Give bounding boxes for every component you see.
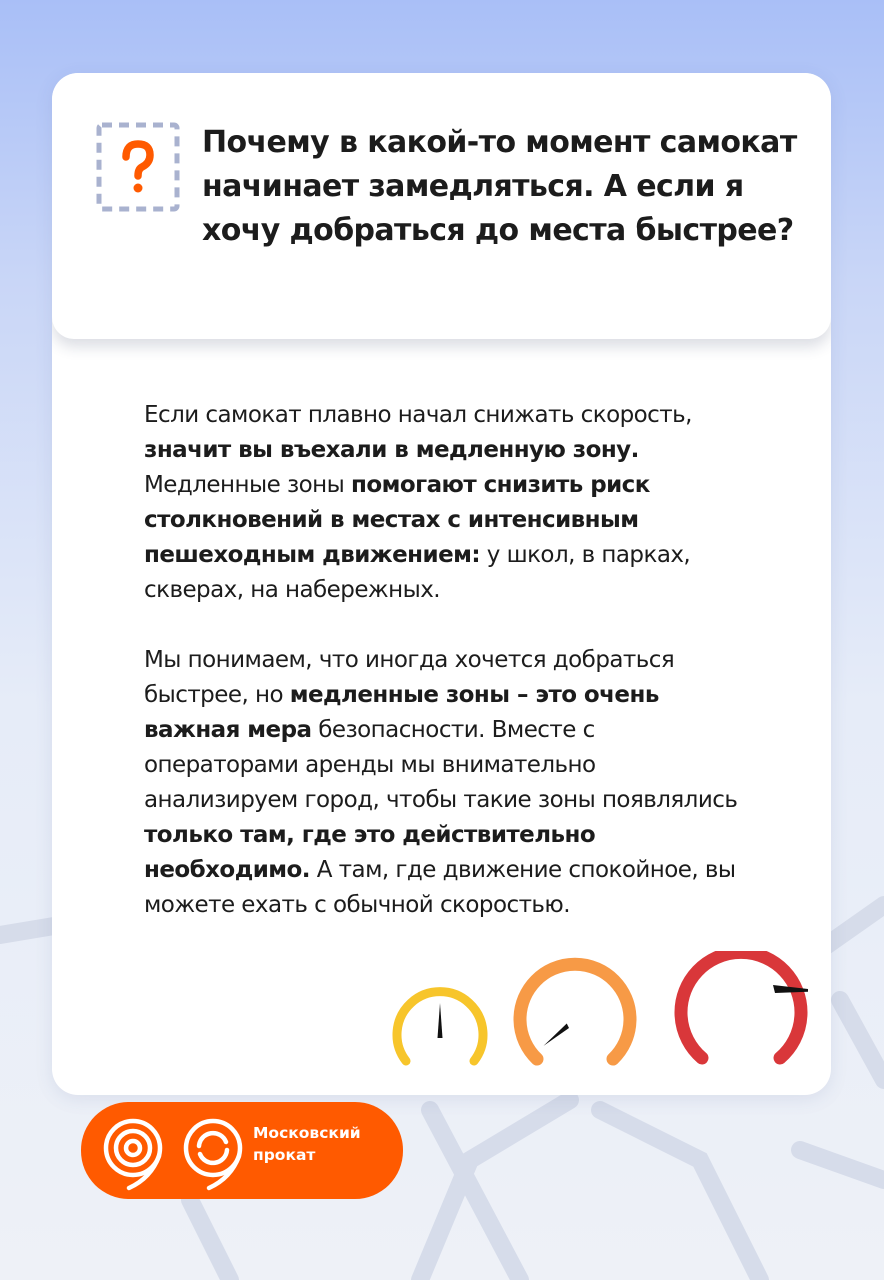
moscow-rental-logo-icon (93, 1112, 263, 1192)
speedometer-medium-icon (520, 964, 630, 1059)
speedometer-fast-icon (681, 952, 808, 1058)
speedometer-illustration (378, 951, 808, 1081)
answer-paragraph-2: Мы понимаем, что иногда хочется добраться быстрее, но медленные зоны – это очень важная мера безопасности. Вместе с операторами аренды мы внимательно анализируем город, чтобы такие зоны появлялись только там, где это действительно необходимо. А там, где движение спокойное, вы можете ехать с обычной скоростью. (144, 647, 738, 918)
brand-name-line-2: прокат (253, 1146, 316, 1164)
question-header (52, 73, 831, 339)
moscow-rental-logo (81, 1102, 403, 1199)
answer-text (144, 398, 744, 923)
answer-paragraph-1: Если самокат плавно начал снижать скорость, значит вы въехали в медленную зону. Медленные зоны помогают снизить риск столкновений в местах с интенсивным пешеходным движением: у школ, в парках, скверах, на набережных. (144, 402, 692, 603)
question-title: Почему в какой-то момент самокат начинает замедляться. А если я хочу добраться до места быстрее? (202, 125, 797, 248)
brand-name-line-1: Московский (253, 1124, 361, 1142)
brand-name (253, 1122, 393, 1166)
question-mark-icon (96, 122, 180, 212)
faq-card (52, 73, 831, 1095)
speedometer-slow-icon (397, 992, 483, 1061)
